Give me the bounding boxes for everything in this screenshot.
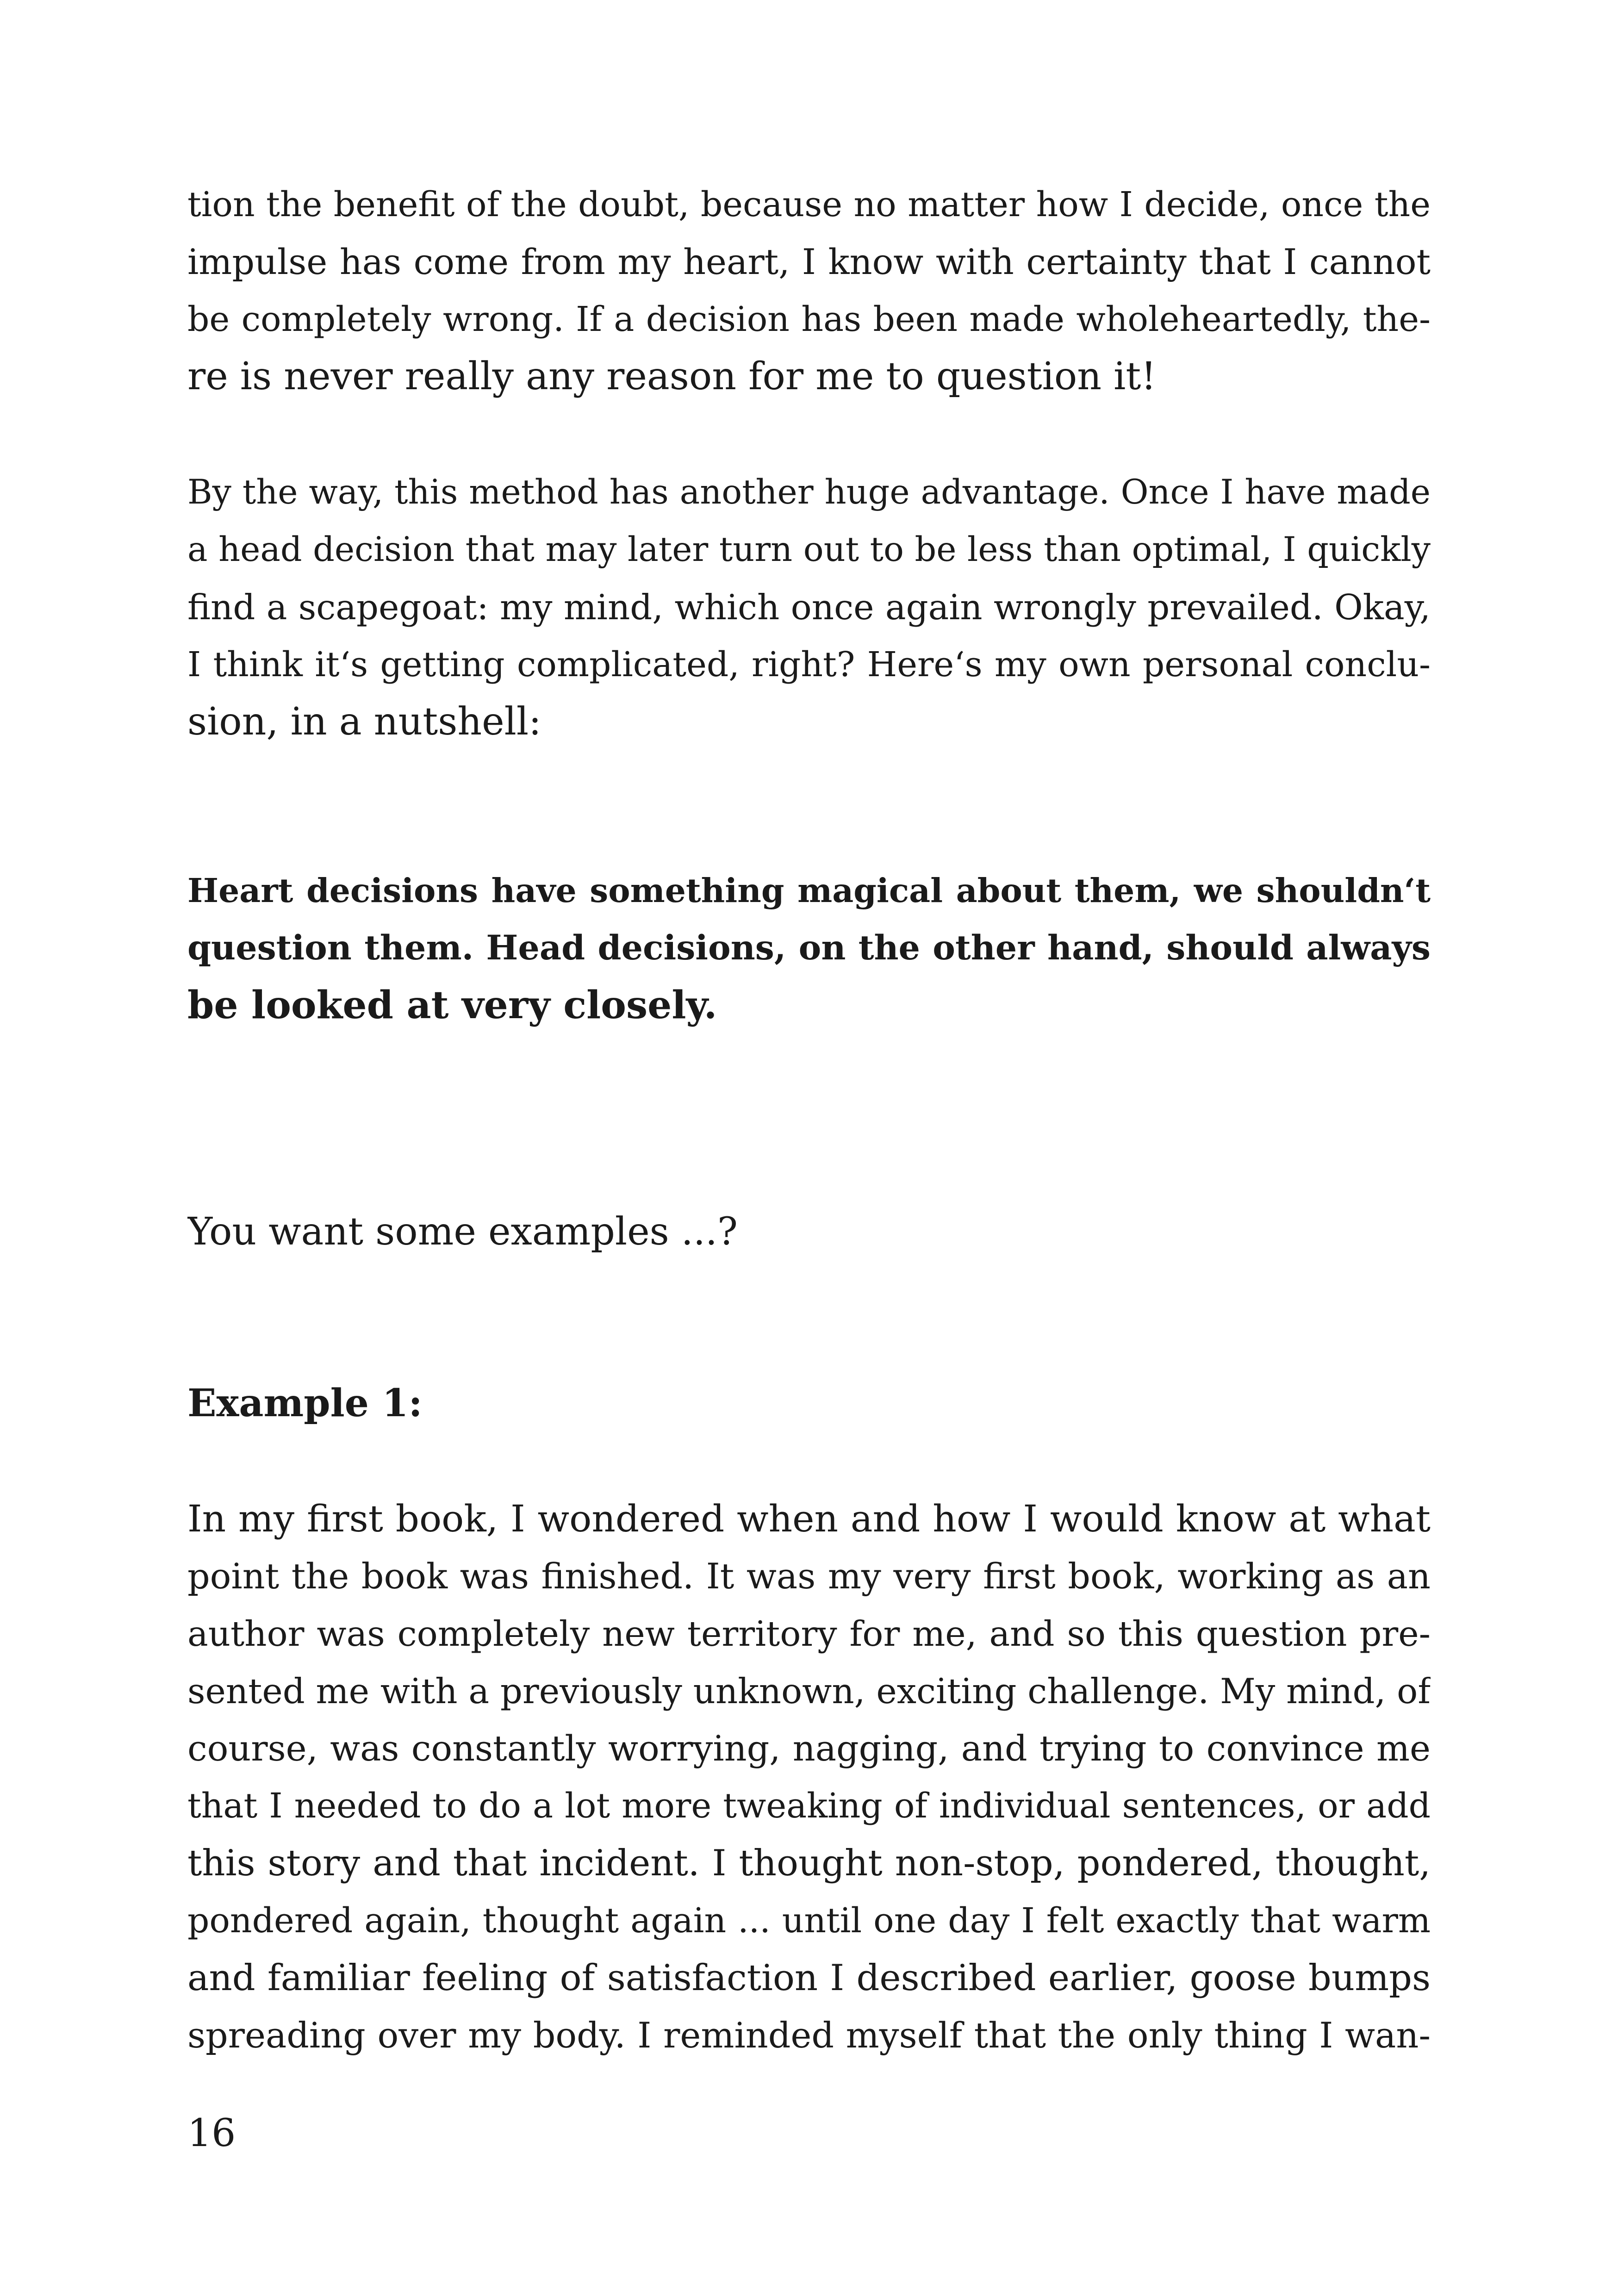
text-line: question them. Head decisions, on the other hand, should always: [187, 928, 1431, 968]
text-line: spreading over my body. I reminded myself that the only thing I wan-: [187, 2015, 1431, 2056]
text-line: tion the benefit of the doubt, because no matter how I decide, once the: [187, 185, 1431, 224]
text-line: that I needed to do a lot more tweaking of individual sentences, or add: [187, 1786, 1431, 1826]
page-number: 16: [187, 2111, 236, 2155]
text-line: sion, in a nutshell:: [187, 700, 541, 744]
text-line: Example 1:: [187, 1381, 423, 1425]
text-line: I think it‘s getting complicated, right? Here‘s my own personal conclu-: [187, 645, 1431, 684]
text-line: You want some examples ...?: [187, 1210, 738, 1254]
text-line: and familiar feeling of satisfaction I described earlier, goose bumps: [187, 1957, 1431, 1999]
text-line: find a scapegoat: my mind, which once again wrongly prevailed. Okay,: [187, 587, 1431, 628]
text-line: course, was constantly worrying, nagging, and trying to convince me: [187, 1728, 1431, 1769]
text-line: be looked at very closely.: [187, 983, 717, 1027]
text-line: pondered again, thought again ... until one day I felt exactly that warm: [187, 1901, 1431, 1941]
text-line: sented me with a previously unknown, exciting challenge. My mind, of: [187, 1671, 1431, 1711]
text-line: author was completely new territory for me, and so this question pre-: [187, 1613, 1431, 1654]
text-line: impulse has come from my heart, I know with certainty that I cannot: [187, 241, 1431, 282]
text-line: Heart decisions have something magical about them, we shouldn‘t: [187, 871, 1431, 910]
text-line: this story and that incident. I thought non-stop, pondered, thought,: [187, 1842, 1431, 1884]
text-line: a head decision that may later turn out to be less than optimal, I quickly: [187, 530, 1431, 569]
text-line: re is never really any reason for me to question it!: [187, 355, 1157, 398]
text-line: By the way, this method has another huge advantage. Once I have made: [187, 473, 1431, 512]
text-line: point the book was finished. It was my very first book, working as an: [187, 1556, 1431, 1597]
text-line: be completely wrong. If a decision has been made wholeheartedly, the-: [187, 299, 1431, 339]
text-line: In my first book, I wondered when and how I would know at what: [187, 1497, 1431, 1540]
